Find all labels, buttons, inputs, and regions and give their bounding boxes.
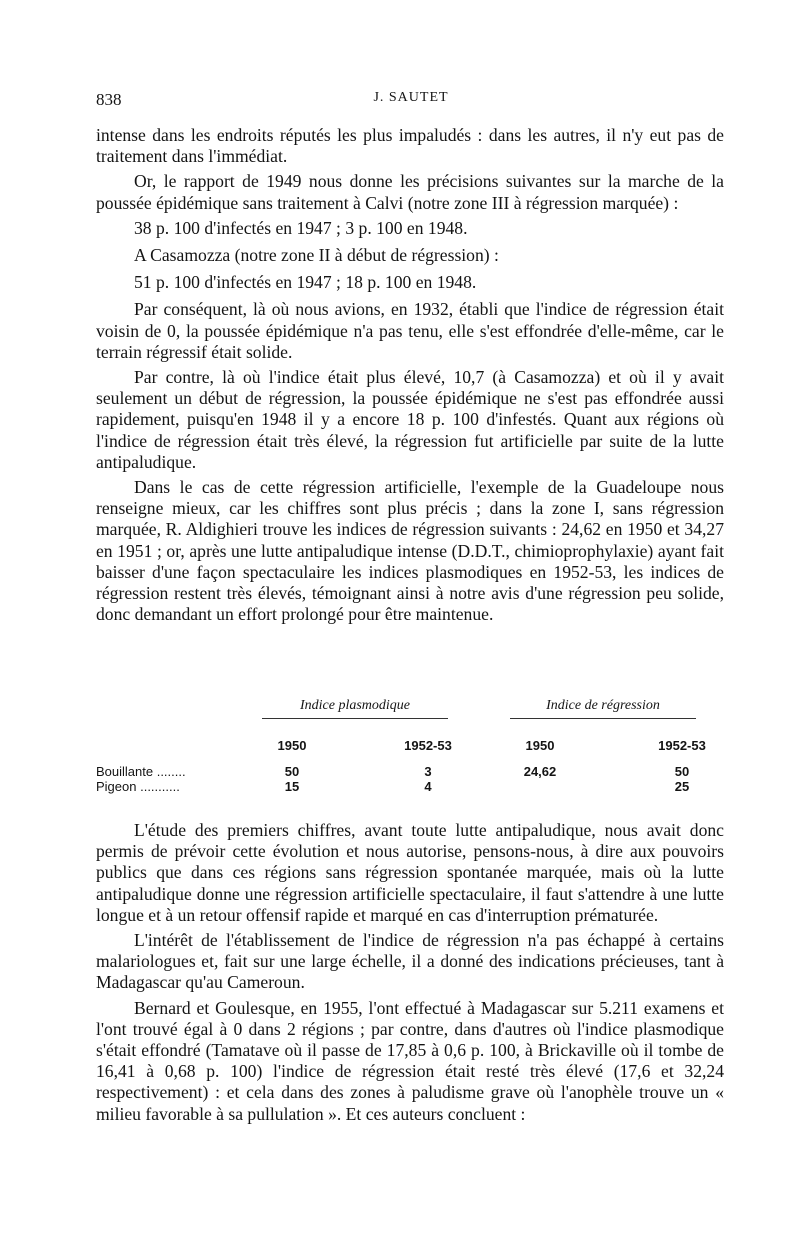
- table-row: [96, 764, 724, 780]
- table-cell: 50: [674, 764, 690, 779]
- column-header: 1950: [525, 738, 555, 753]
- paragraph: Par conséquent, là où nous avions, en 1932, établi que l'indice de régression était voisin de 0, la poussée épidémique n'a pas tenu, elle s'est effondrée d'elle-même, car le terrain régressif était solide.: [96, 299, 724, 362]
- group-header-label: Indice de régression: [546, 698, 660, 713]
- table-group-header: [262, 698, 448, 719]
- running-head: J. SAUTET: [373, 90, 449, 105]
- data-line: A Casamozza (notre zone II à début de régression) :: [134, 245, 499, 266]
- paragraph: Dans le cas de cette régression artificielle, l'exemple de la Guadeloupe nous renseigne mieux, car les chiffres sont plus précis ; dans la zone I, sans régression marquée, R. Aldighieri trouve les indices de régression suivants : 24,62 en 1950 et 34,27 en 1951 ; or, après une lutte antipaludique intense (D.D.T., chimioprophylaxie) ayant fait baisser d'une façon spectaculaire les indices plasmodiques en 1952-53, les indices de régression restent très élevés, témoignant ainsi à notre avis d'une régression peu solide, donc demandant un effort prolongé pour être maintenue.: [96, 477, 724, 625]
- paragraph: L'intérêt de l'établissement de l'indice de régression n'a pas échappé à certains malariologues et, fait sur une large échelle, il a donné des indications précieuses, tant à Madagascar qu'au Cameroun.: [96, 930, 724, 993]
- body-text-top: [96, 125, 724, 629]
- page-header: [96, 90, 726, 112]
- table-group-header: [510, 698, 696, 719]
- paragraph: L'étude des premiers chiffres, avant toute lutte antipaludique, nous avait donc permis de prévoir cette évolution et nous autorise, pensons-nous, à dire aux pouvoirs publics que dans ces régions sans régression spontanée marquée, mais où la lutte antipaludique donne une régression artificielle spectaculaire, il faut s'attendre à une lutte longue et à un retour offensif rapide et marqué en cas d'interruption prématurée.: [96, 820, 724, 925]
- row-label: Pigeon ...........: [96, 779, 180, 794]
- table-cell: 15: [284, 779, 300, 794]
- data-line: 51 p. 100 d'infectés en 1947 ; 18 p. 100 en 1948.: [134, 272, 477, 293]
- paragraph: Bernard et Goulesque, en 1955, l'ont effectué à Madagascar sur 5.211 examens et l'ont trouvé égal à 0 dans 2 régions ; par contre, dans d'autres où l'indice plasmodique s'était effondré (Tamatave où il passe de 17,85 à 0,6 p. 100, à Brickaville où il tombe de 16,41 à 0,68 p. 100) l'indice de régression était resté très élevé (17,6 et 32,24 respectivement) : et cela dans des zones à paludisme grave où l'anophèle trouve un « milieu favorable à sa pullulation ». Et ces auteurs concluent :: [96, 997, 724, 1124]
- page-number: 838: [96, 90, 122, 109]
- group-rule: [262, 716, 448, 719]
- table-cell: 4: [424, 779, 432, 794]
- group-header-label: Indice plasmodique: [299, 698, 411, 713]
- row-label: Bouillante ........: [96, 764, 186, 779]
- column-header: 1950: [277, 738, 307, 753]
- table-cell: 24,62: [523, 764, 557, 779]
- paragraph: Par contre, là où l'indice était plus élevé, 10,7 (à Casamozza) et où il y avait seulement un début de régression, la poussée épidémique ne s'est pas effondrée aussi rapidement, puisqu'en 1948 il y a encore 18 p. 100 d'infestés. Quant aux régions où l'indice de régression était très élevé, la régression fut artificielle par suite de la lutte antipaludique.: [96, 367, 724, 472]
- paragraph: intense dans les endroits réputés les plus impaludés : dans les autres, il n'y eut pas de traitement dans l'immédiat.: [96, 125, 724, 167]
- table-cell: 50: [284, 764, 300, 779]
- column-header: 1952-53: [404, 738, 452, 753]
- column-header: 1952-53: [658, 738, 706, 753]
- table-cell: 3: [424, 764, 432, 779]
- paragraph: Or, le rapport de 1949 nous donne les précisions suivantes sur la marche de la poussée épidémique sans traitement à Calvi (notre zone III à régression marquée) :: [96, 171, 724, 213]
- data-line: 38 p. 100 d'infectés en 1947 ; 3 p. 100 en 1948.: [134, 217, 468, 238]
- body-text-bottom: [96, 820, 724, 1129]
- table-row: [96, 779, 724, 795]
- table-cell: 25: [674, 779, 690, 794]
- group-rule: [510, 716, 696, 719]
